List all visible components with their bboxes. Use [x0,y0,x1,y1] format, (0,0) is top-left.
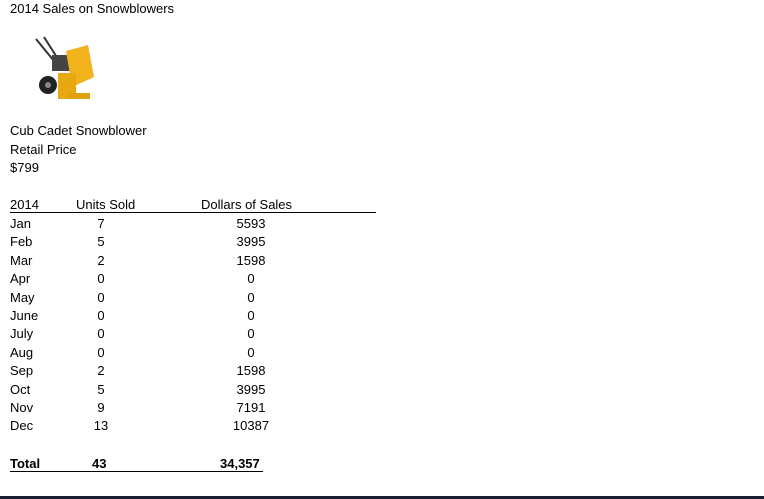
table-row [10,234,380,252]
table-row [10,290,380,308]
total-row [10,456,263,472]
units-cell: 7 [97,216,105,231]
month-cell: June [10,308,39,323]
month-cell: July [10,326,34,342]
month-cell: Sep [10,363,34,379]
table-row [10,308,380,326]
units-cell: 5 [97,234,105,250]
dollars-cell: 3995 [236,234,266,250]
retail-price: $799 [10,160,39,175]
dollars-cell: 1598 [236,363,266,379]
units-cell: 0 [97,326,105,342]
table-header [10,198,376,213]
total-label: Total [10,456,41,471]
month-cell: Nov [10,400,34,415]
month-cell: May [10,289,35,305]
dollars-cell: 0 [247,289,255,305]
table-row [10,345,380,363]
units-cell: 2 [97,363,105,379]
units-cell: 0 [97,271,105,287]
units-cell: 0 [97,344,105,360]
units-cell: 13 [93,418,109,434]
table-row [10,271,380,289]
table-row [10,326,380,344]
units-cell: 0 [97,289,105,305]
dollars-cell: 3995 [236,381,266,397]
product-name: Cub Cadet Snowblower [10,123,147,138]
retail-price-label: Retail Price [10,142,77,157]
page-title: 2014 Sales on Snowblowers [10,1,175,16]
dollars-cell: 0 [247,344,255,360]
dollars-cell: 10387 [232,418,270,434]
units-cell: 5 [97,381,105,397]
header-year: 2014 [10,197,39,212]
units-cell: 0 [97,308,105,323]
table-row [10,216,380,234]
header-dollars: Dollars of Sales [201,197,293,212]
table-row [10,253,380,271]
table-row [10,363,380,381]
total-units: 43 [92,456,107,471]
month-cell: Dec [10,418,34,434]
units-cell: 2 [97,252,105,268]
snowblower-image [28,33,100,105]
dollars-cell: 1598 [236,252,266,268]
month-cell: Oct [10,381,31,397]
table-row [10,418,380,436]
dollars-cell: 7191 [236,400,266,415]
dollars-cell: 0 [247,271,255,287]
units-cell: 9 [97,400,105,415]
month-cell: Apr [10,271,31,287]
month-cell: Feb [10,234,33,250]
dollars-cell: 0 [247,308,255,323]
month-cell: Aug [10,344,34,360]
table-row [10,400,380,418]
total-dollars: 34,357 [220,456,260,471]
table-row [10,382,380,400]
header-units: Units Sold [76,197,136,212]
dollars-cell: 0 [247,326,255,342]
month-cell: Mar [10,252,33,268]
month-cell: Jan [10,216,31,231]
dollars-cell: 5593 [236,216,266,231]
